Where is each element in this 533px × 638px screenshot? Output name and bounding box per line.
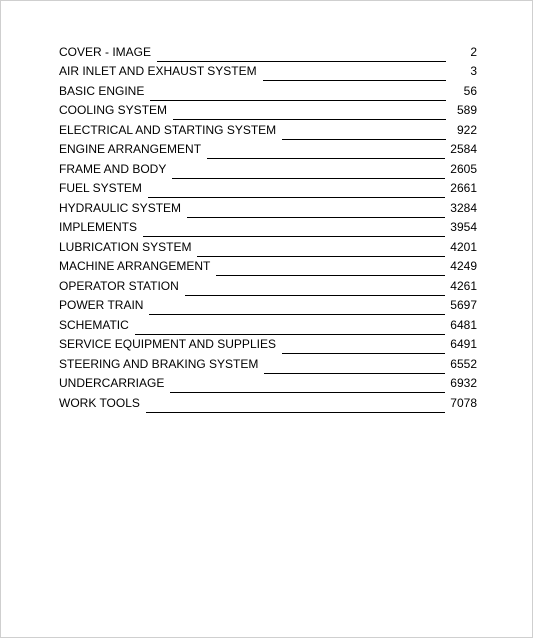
toc-entry-page: 6932 bbox=[450, 376, 477, 390]
toc-entry-title: WORK TOOLS bbox=[59, 395, 140, 410]
toc-entry-page: 6552 bbox=[450, 356, 477, 371]
toc-entry[interactable] bbox=[59, 39, 477, 59]
toc-leader-line bbox=[282, 353, 445, 354]
toc-entry-page: 3954 bbox=[450, 220, 477, 234]
toc-leader-line bbox=[143, 236, 445, 237]
toc-entry-page: 6491 bbox=[450, 337, 477, 351]
toc-entry-title: POWER TRAIN bbox=[59, 298, 144, 312]
toc-entry-title: AIR INLET AND EXHAUST SYSTEM bbox=[59, 64, 257, 78]
toc-entry-page: 4249 bbox=[450, 259, 477, 273]
toc-entry-title: HYDRAULIC SYSTEM bbox=[59, 200, 182, 215]
toc-entry-page: 7078 bbox=[450, 395, 477, 410]
toc-leader-line bbox=[264, 373, 445, 374]
toc-entry-title: COVER - IMAGE bbox=[59, 44, 152, 59]
toc-entry-page: 589 bbox=[456, 103, 477, 117]
toc-entry-title: FRAME AND BODY bbox=[59, 161, 167, 176]
toc-entry-page: 6481 bbox=[450, 317, 477, 332]
toc-entry-title: UNDERCARRIAGE bbox=[59, 376, 165, 390]
toc-leader-line bbox=[146, 412, 445, 413]
toc-leader-line bbox=[207, 158, 445, 159]
toc-entry-page: 922 bbox=[456, 122, 477, 137]
toc-leader-line bbox=[170, 392, 445, 393]
toc-entry-title: ELECTRICAL AND STARTING SYSTEM bbox=[59, 122, 277, 137]
toc-leader-line bbox=[157, 61, 446, 62]
toc-entry-title: OPERATOR STATION bbox=[59, 278, 179, 293]
table-of-contents bbox=[59, 39, 477, 410]
toc-leader-line bbox=[216, 275, 445, 276]
toc-entry-page: 5697 bbox=[450, 298, 477, 312]
toc-entry-page: 2605 bbox=[450, 161, 477, 176]
toc-entry-title: LUBRICATION SYSTEM bbox=[59, 239, 192, 254]
toc-entry-title: ENGINE ARRANGEMENT bbox=[59, 142, 202, 156]
toc-entry-page: 4201 bbox=[450, 239, 477, 254]
toc-leader-line bbox=[149, 314, 445, 315]
toc-leader-line bbox=[150, 100, 446, 101]
toc-leader-line bbox=[263, 80, 446, 81]
toc-leader-line bbox=[148, 197, 445, 198]
toc-entry-page: 3284 bbox=[450, 200, 477, 215]
toc-entry-page: 4261 bbox=[450, 278, 477, 293]
toc-entry-page: 2584 bbox=[450, 142, 477, 156]
toc-entry-title: STEERING AND BRAKING SYSTEM bbox=[59, 356, 259, 371]
toc-leader-line bbox=[135, 334, 446, 335]
toc-entry-title: SERVICE EQUIPMENT AND SUPPLIES bbox=[59, 337, 276, 351]
toc-leader-line bbox=[185, 295, 446, 296]
toc-entry-title: MACHINE ARRANGEMENT bbox=[59, 259, 211, 273]
toc-entry-title: BASIC ENGINE bbox=[59, 83, 145, 98]
toc-leader-line bbox=[187, 217, 445, 218]
toc-entry-title: IMPLEMENTS bbox=[59, 220, 138, 234]
toc-entry-title: COOLING SYSTEM bbox=[59, 103, 168, 117]
toc-entry-title: FUEL SYSTEM bbox=[59, 181, 142, 195]
toc-entry-page: 56 bbox=[463, 83, 477, 98]
toc-entry-title: SCHEMATIC bbox=[59, 317, 129, 332]
toc-leader-line bbox=[282, 139, 446, 140]
toc-entry-page: 3 bbox=[470, 64, 477, 78]
toc-entry-page: 2 bbox=[470, 44, 477, 59]
toc-entry-page: 2661 bbox=[450, 181, 477, 195]
toc-leader-line bbox=[197, 256, 445, 257]
toc-leader-line bbox=[172, 178, 445, 179]
toc-leader-line bbox=[173, 119, 446, 120]
